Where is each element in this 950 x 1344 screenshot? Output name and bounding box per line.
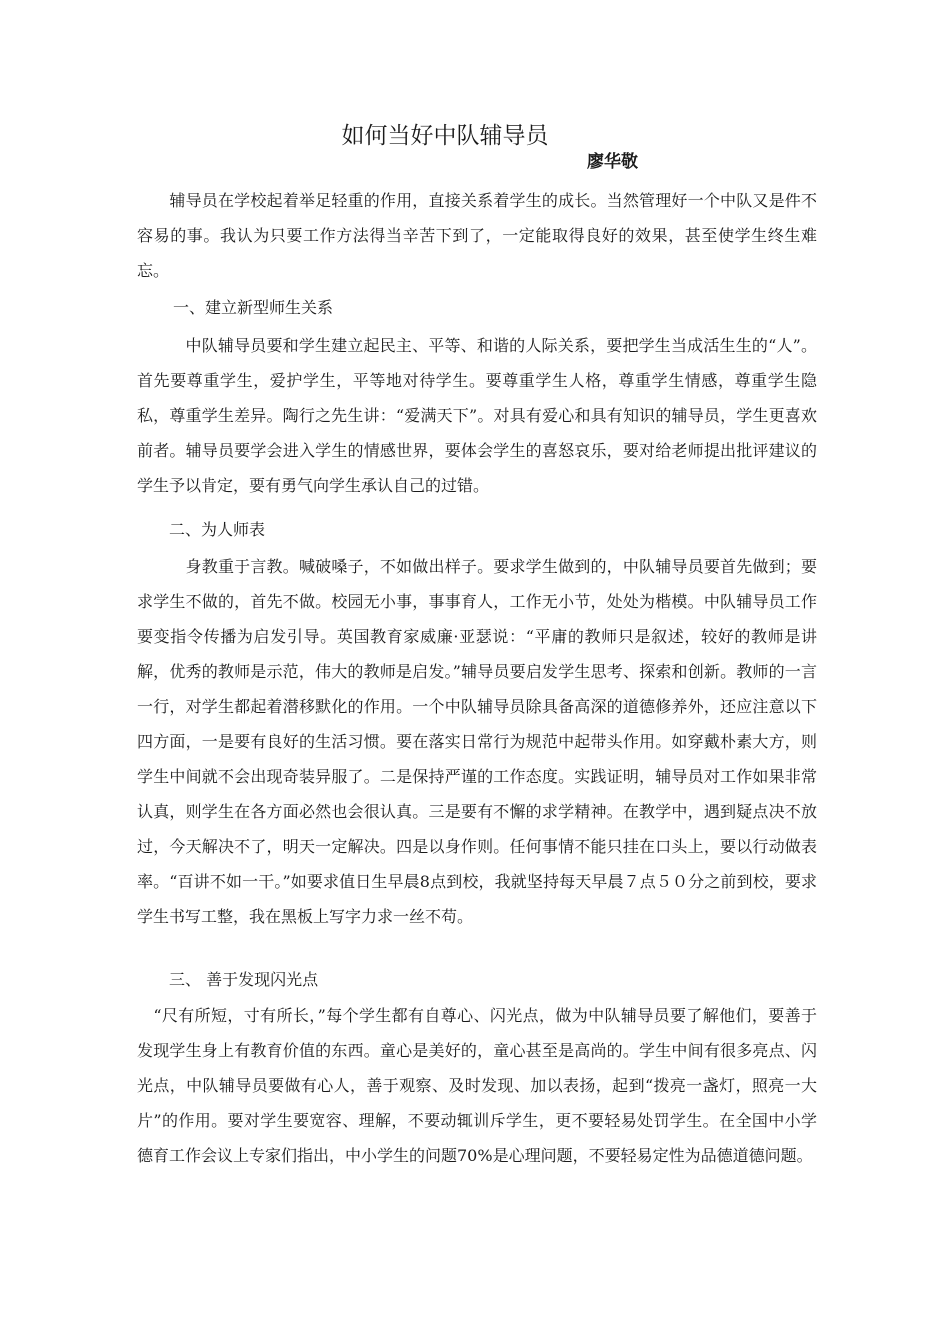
section-1-heading: 一、建立新型师生关系	[173, 298, 334, 317]
author-name: 廖华敬	[587, 152, 638, 172]
section-3-paragraph: “尺有所短，寸有所长，”每个学生都有自尊心、闪光点，做为中队辅导员要了解他们，要善于发现学生身上有教育价值的东西。童心是美好的，童心甚至是高尚的。学生中间有很多亮点、闪光点，中队辅导员要做有心人，善于观察、及时发现、加以表扬，起到“拨亮一盏灯，照亮一大片”的作用。要对学生要宽容、理解，不要动辄训斥学生，更不要轻易处罚学生。在全国中小学德育工作会议上专家们指出，中小学生的问题70%是心理问题，不要轻易定性为品德道德问题。	[137, 1006, 817, 1165]
section-1-paragraph: 中队辅导员要和学生建立起民主、平等、和谐的人际关系，要把学生当成活生生的“人”。首先要尊重学生，爱护学生，平等地对待学生。要尊重学生人格，尊重学生情感，尊重学生隐私，尊重学生差异。陶行之先生讲：“爱满天下”。对具有爱心和具有知识的辅导员，学生更喜欢前者。辅导员要学会进入学生的情感世界，要体会学生的喜怒哀乐，要对给老师提出批评建议的学生予以肯定，要有勇气向学生承认自己的过错。	[137, 336, 817, 495]
intro-paragraph: 辅导员在学校起着举足轻重的作用，直接关系着学生的成长。当然管理好一个中队又是件不容易的事。我认为只要工作方法得当辛苦下到了，一定能取得良好的效果，甚至使学生终生难忘。	[137, 191, 817, 280]
section-2-paragraph: 身教重于言教。喊破嗓子，不如做出样子。要求学生做到的，中队辅导员要首先做到；要求学生不做的，首先不做。校园无小事，事事育人，工作无小节，处处为楷模。中队辅导员工作要变指令传播为启发引导。英国教育家威廉·亚瑟说：“平庸的教师只是叙述，较好的教师是讲解，优秀的教师是示范，伟大的教师是启发。”辅导员要启发学生思考、探索和创新。教师的一言一行，对学生都起着潜移默化的作用。一个中队辅导员除具备高深的道德修养外，还应注意以下四方面，一是要有良好的生活习惯。要在落实日常行为规范中起带头作用。如穿戴朴素大方，则学生中间就不会出现奇装异服了。二是保持严谨的工作态度。实践证明，辅导员对工作如果非常认真，则学生在各方面必然也会很认真。三是要有不懈的求学精神。在教学中，遇到疑点决不放过，今天解决不了，明天一定解决。四是以身作则。任何事情不能只挂在口头上，要以行动做表率。“百讲不如一干。”如要求值日生早晨8点到校，我就坚持每天早晨７点５０分之前到校，要求学生书写工整，我在黑板上写字力求一丝不苟。	[137, 557, 817, 926]
document-title: 如何当好中队辅导员	[341, 123, 549, 149]
section-3-heading: 三、 善于发现闪光点	[169, 970, 319, 989]
section-2-heading: 二、为人师表	[169, 520, 266, 539]
